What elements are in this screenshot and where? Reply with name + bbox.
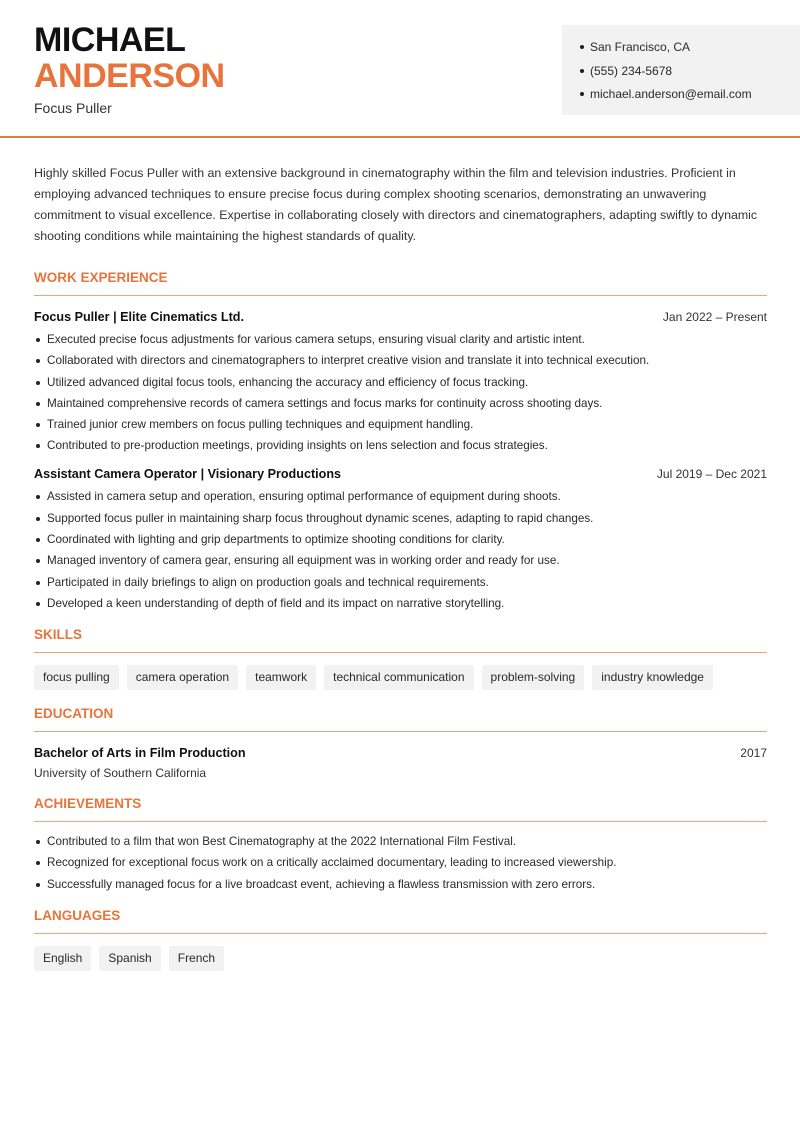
skill-chip: problem-solving — [482, 665, 585, 690]
list-item: Executed precise focus adjustments for various camera setups, ensuring visual clarity and artistic intent. — [34, 332, 767, 347]
list-item: Contributed to a film that won Best Cinematography at the 2022 International Film Festival. — [34, 834, 767, 849]
job-role: Focus Puller | Elite Cinematics Ltd. — [34, 310, 244, 324]
job-dates: Jan 2022 – Present — [662, 310, 767, 324]
languages-section — [34, 908, 767, 971]
section-title-work: WORK EXPERIENCE — [34, 270, 767, 296]
list-item: Recognized for exceptional focus work on a critically acclaimed documentary, leading to increased viewership. — [34, 855, 767, 870]
skill-chip: camera operation — [127, 665, 238, 690]
list-item: Utilized advanced digital focus tools, enhancing the accuracy and efficiency of focus tracking. — [34, 375, 767, 390]
language-chip: English — [34, 946, 91, 971]
list-item: Collaborated with directors and cinematographers to interpret creative vision and translate it into technical execution. — [34, 353, 767, 368]
list-item: Coordinated with lighting and grip departments to optimize shooting conditions for clarity. — [34, 532, 767, 547]
section-title-education: EDUCATION — [34, 706, 767, 732]
section-title-achievements: ACHIEVEMENTS — [34, 796, 767, 822]
list-item: Contributed to pre-production meetings, providing insights on lens selection and focus strategies. — [34, 438, 767, 453]
first-name: MICHAEL — [34, 21, 186, 59]
skill-chip: industry knowledge — [592, 665, 713, 690]
job-entry — [34, 310, 767, 453]
section-title-languages: LANGUAGES — [34, 908, 767, 934]
degree: Bachelor of Arts in Film Production — [34, 745, 246, 760]
section-title-skills: SKILLS — [34, 627, 767, 653]
job-entry — [34, 467, 767, 610]
contact-phone: (555) 234-5678 — [580, 63, 800, 87]
work-experience-section — [34, 270, 767, 611]
contact-email: michael.anderson@email.com — [580, 86, 800, 110]
last-name: ANDERSON — [34, 57, 225, 95]
list-item: Successfully managed focus for a live broadcast event, achieving a flawless transmission with zero errors. — [34, 877, 767, 892]
resume-header — [0, 0, 800, 138]
skill-chip: focus pulling — [34, 665, 119, 690]
language-chip: French — [169, 946, 224, 971]
list-item: Trained junior crew members on focus pulling techniques and equipment handling. — [34, 417, 767, 432]
list-item: Participated in daily briefings to align on production goals and technical requirements. — [34, 575, 767, 590]
language-chip: Spanish — [99, 946, 160, 971]
job-role: Assistant Camera Operator | Visionary Productions — [34, 467, 342, 482]
graduation-year: 2017 — [740, 745, 767, 760]
contact-box — [562, 25, 800, 115]
skill-chip: teamwork — [246, 665, 316, 690]
list-item: Managed inventory of camera gear, ensuring all equipment was in working order and ready for use. — [34, 553, 767, 568]
school: University of Southern California — [34, 765, 207, 780]
list-item: Assisted in camera setup and operation, ensuring optimal performance of equipment during shoots. — [34, 489, 767, 504]
education-section — [34, 706, 767, 780]
contact-location: San Francisco, CA — [580, 39, 800, 63]
summary: Highly skilled Focus Puller with an extensive background in cinematography within the film and television industries. Proficient in employing advanced techniques to ensure precise focus during complex shooting scenarios, demonstrating an unwavering commitment to visual excellence. Expertise in collaborating closely with directors and cinematographers, adapting swiftly to dynamic shooting conditions while maintaining the highest standards of quality. — [34, 166, 758, 243]
job-title: Focus Puller — [34, 100, 112, 116]
skill-chip: technical communication — [324, 665, 473, 690]
list-item: Maintained comprehensive records of camera settings and focus marks for continuity across shooting days. — [34, 396, 767, 411]
list-item: Supported focus puller in maintaining sharp focus throughout dynamic scenes, adapting to rapid changes. — [34, 511, 767, 526]
skills-section — [34, 627, 767, 690]
job-dates: Jul 2019 – Dec 2021 — [656, 467, 767, 482]
resume-body — [34, 163, 767, 971]
candidate-name — [34, 22, 225, 94]
achievements-section — [34, 796, 767, 892]
list-item: Developed a keen understanding of depth of field and its impact on narrative storytelling. — [34, 596, 767, 611]
